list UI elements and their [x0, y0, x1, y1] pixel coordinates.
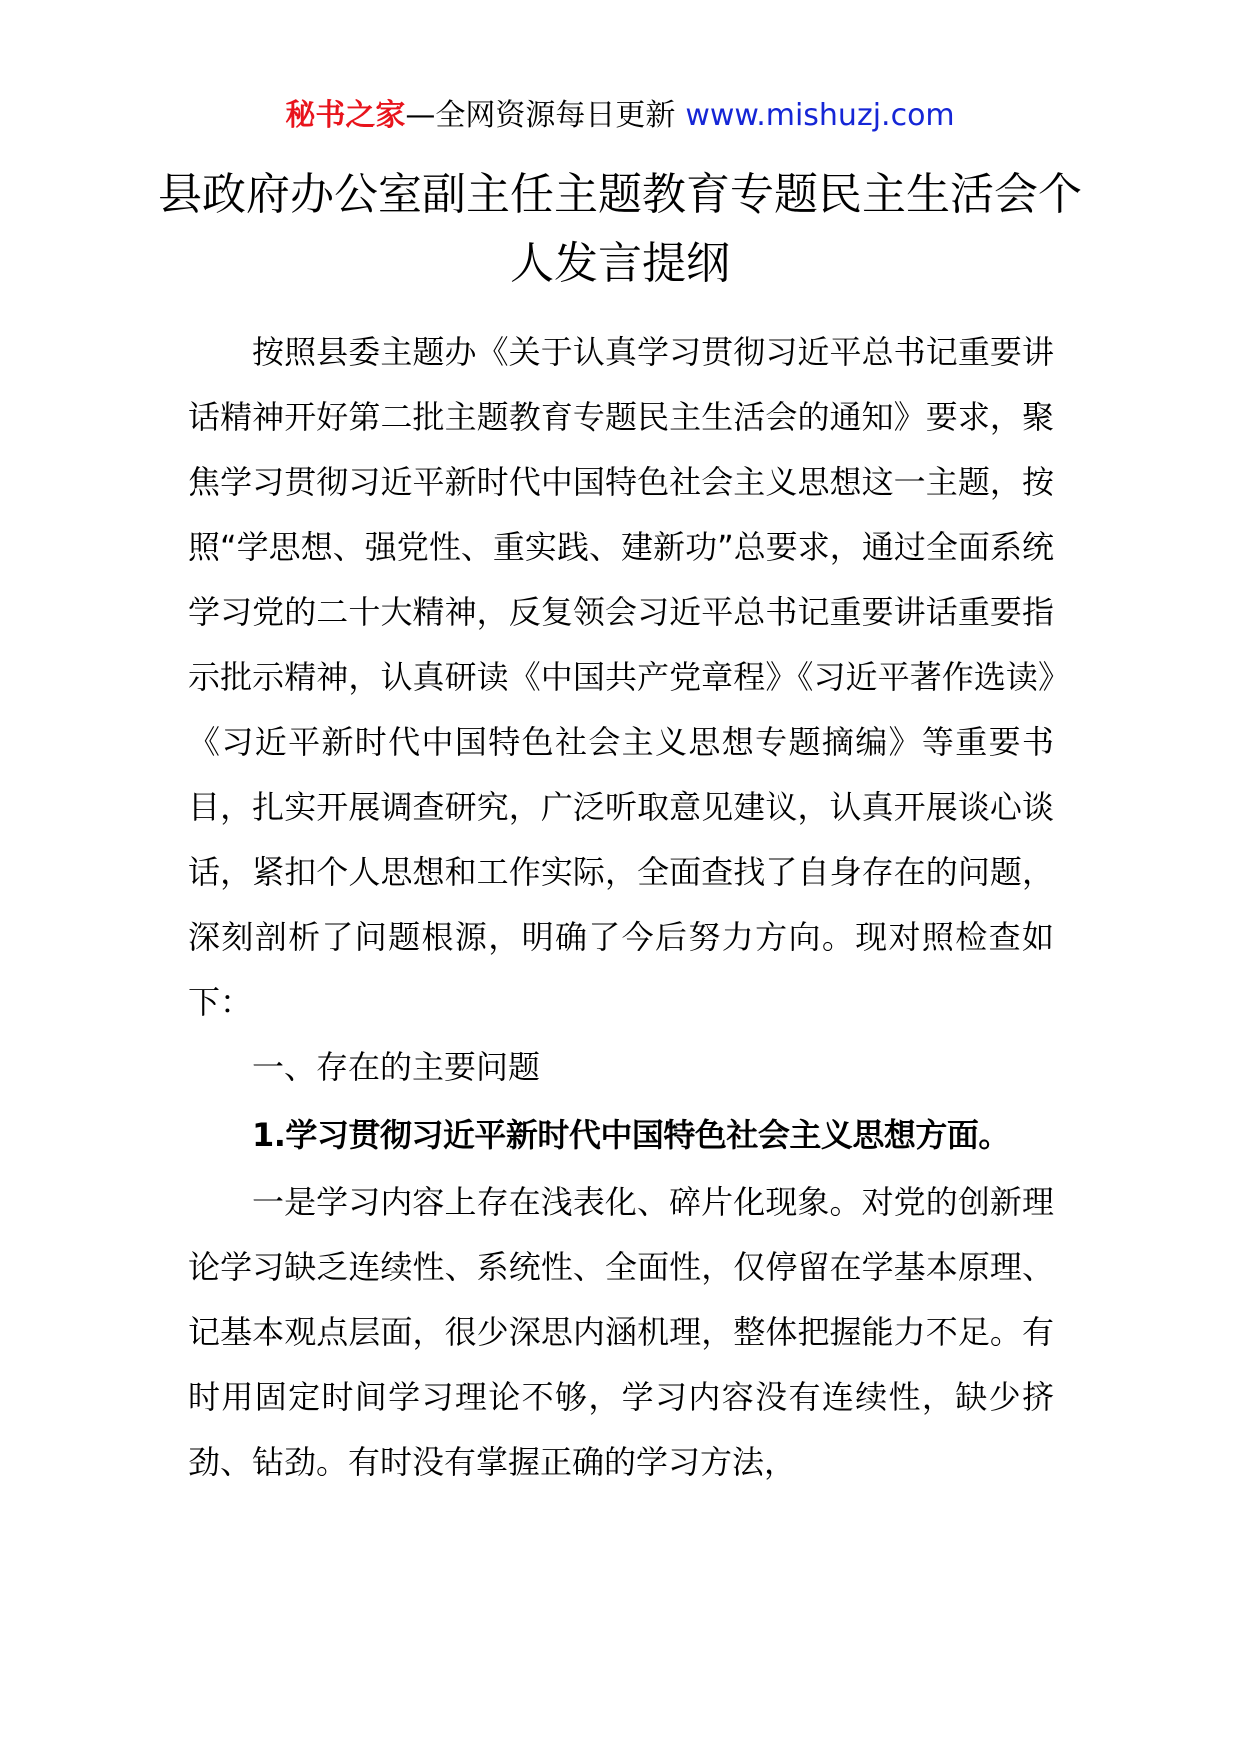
site-slogan: —全网资源每日更新 [405, 98, 676, 133]
document-title: 县政府办公室副主任主题教育专题民主生活会个人发言提纲 [158, 169, 1082, 289]
section-heading: 一、存在的主要问题 [252, 1048, 541, 1086]
site-url-link[interactable]: www.mishuzj.com [685, 98, 955, 133]
point-paragraph: 一是学习内容上存在浅表化、碎片化现象。对党的创新理论学习缺乏连续性、系统性、全面性，仅停留在学基本原理、记基本观点层面，很少深思内涵机理，整体把握能力不足。有时用固定时间学习理论不够，学习内容没有连续性，缺少挤劲、钻劲。有时没有掌握正确的学习方法， [188, 1183, 1054, 1481]
site-name: 秘书之家 [285, 98, 406, 133]
intro-paragraph: 按照县委主题办《关于认真学习贯彻习近平总书记重要讲话精神开好第二批主题教育专题民主生活会的通知》要求，聚焦学习贯彻习近平新时代中国特色社会主义思想这一主题，按照“学思想、强党性、重实践、建新功”总要求，通过全面系统学习党的二十大精神，反复领会习近平总书记重要讲话重要指示批示精神，认真研读《中国共产党章程》《习近平著作选读》《习近平新时代中国特色社会主义思想专题摘编》等重要书目，扎实开展调查研究，广泛听取意见建议，认真开展谈心谈话，紧扣个人思想和工作实际，全面查找了自身存在的问题，深刻剖析了问题根源，明确了今后努力方向。现对照检查如下： [188, 333, 1054, 1021]
document-body [188, 320, 1054, 1495]
site-header [0, 96, 1240, 136]
sub-heading: 1.学习贯彻习近平新时代中国特色社会主义思想方面。 [252, 1116, 1010, 1154]
